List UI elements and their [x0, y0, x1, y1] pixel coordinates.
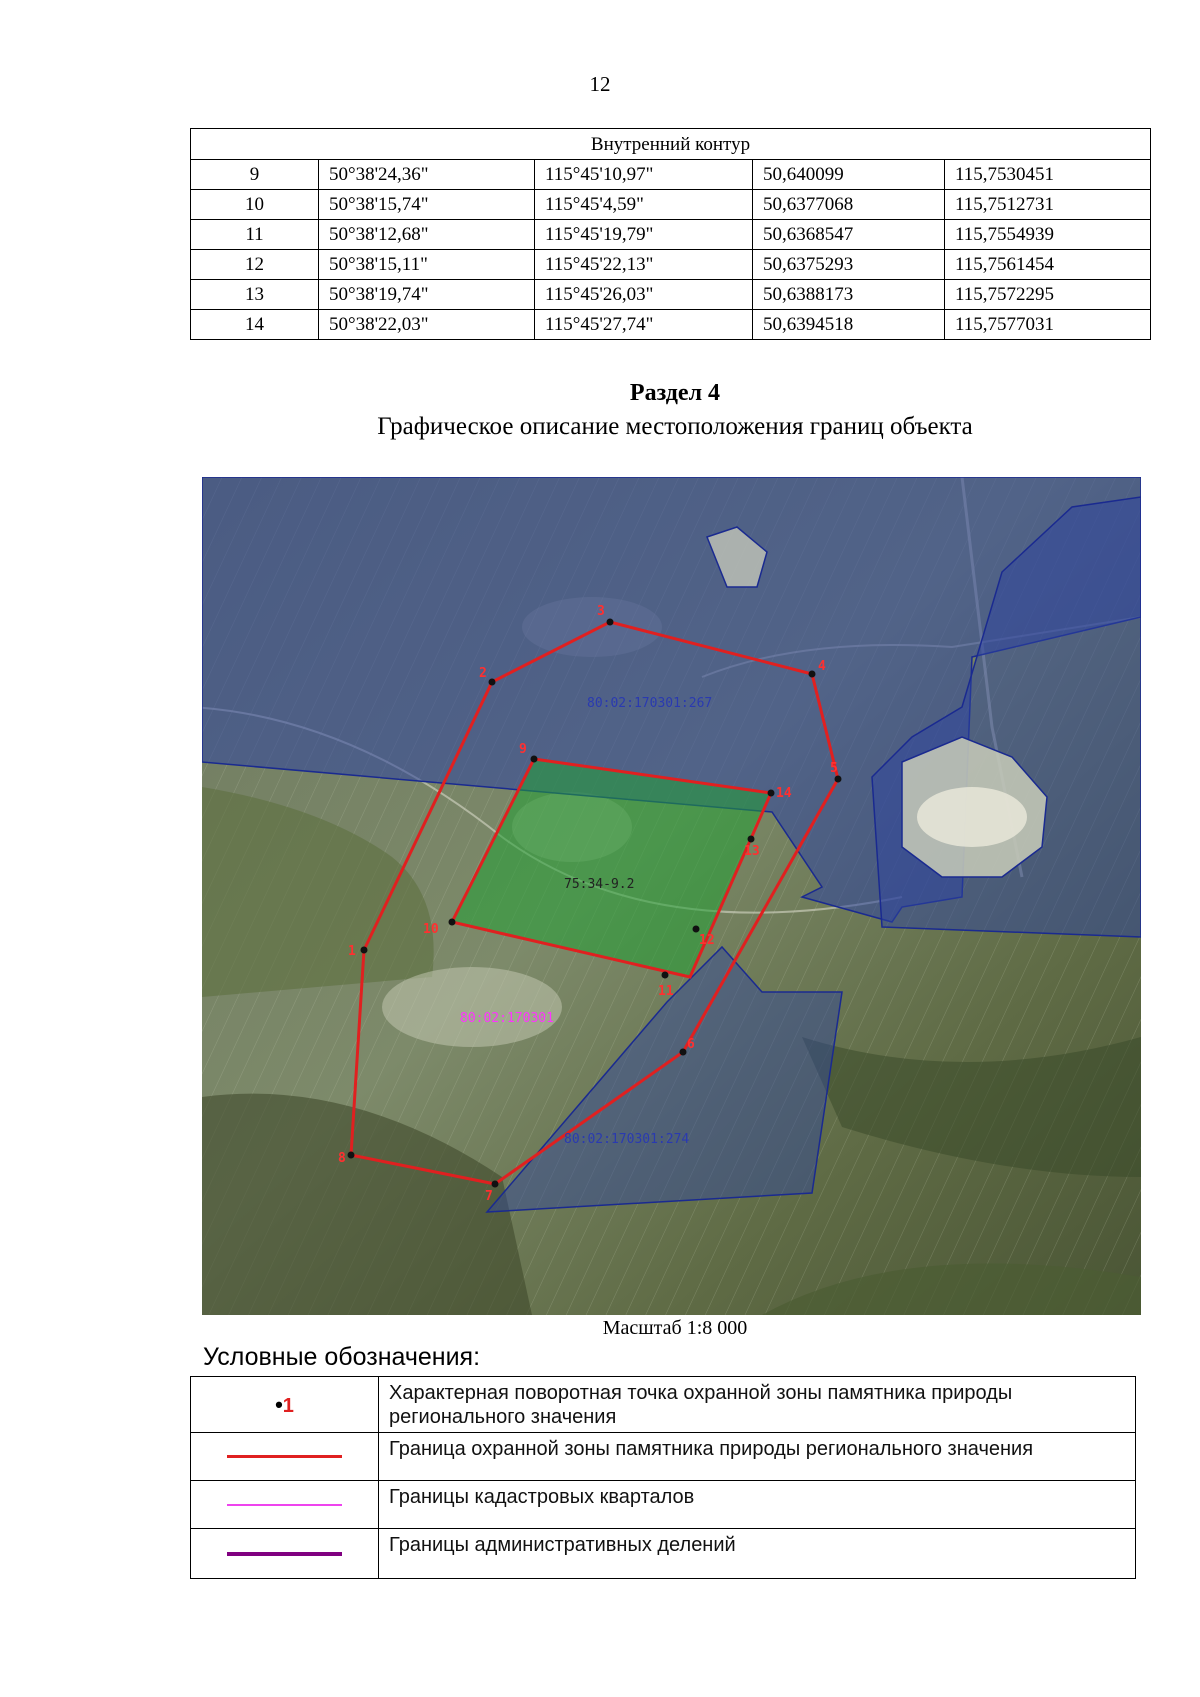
legend-row: [191, 1529, 1136, 1579]
table-row: [191, 250, 1151, 280]
section-subtitle: Графическое описание местоположения границ объекта: [377, 413, 973, 440]
point-number: 9: [191, 160, 319, 190]
longitude-decimal: 115,7572295: [945, 280, 1151, 310]
point-label-10: 10: [423, 922, 439, 937]
longitude-decimal: 115,7512731: [945, 190, 1151, 220]
point-number: 14: [191, 310, 319, 340]
point-label-9: 9: [519, 742, 527, 757]
legend-row: [191, 1433, 1136, 1481]
pink-boundary-line-icon: [227, 1504, 342, 1506]
legend-description: Характерная поворотная точка охранной зоны памятника природы регионального значения: [379, 1377, 1136, 1433]
boundary-map: [202, 477, 1141, 1315]
point-label-2: 2: [479, 666, 487, 681]
point-label-7: 7: [485, 1189, 493, 1204]
outcrop-patch: [382, 967, 562, 1047]
table-row: [191, 160, 1151, 190]
section-title: Раздел 4: [629, 380, 721, 406]
point-number: 10: [191, 190, 319, 220]
latitude-decimal: 50,640099: [753, 160, 945, 190]
point-dot-icon: •: [275, 1391, 283, 1417]
longitude-decimal: 115,7530451: [945, 160, 1151, 190]
point-label-11: 11: [658, 984, 674, 999]
legend-symbol-cell: [191, 1433, 379, 1481]
satellite-map-image: [202, 477, 1141, 1315]
legend-title: Условные обозначения:: [203, 1343, 481, 1371]
table-row: [191, 280, 1151, 310]
purple-boundary-line-icon: [227, 1552, 342, 1556]
map-scale: Масштаб 1:8 000: [602, 1317, 748, 1339]
point-number: 11: [191, 220, 319, 250]
latitude-decimal: 50,6377068: [753, 190, 945, 220]
latitude-decimal: 50,6388173: [753, 280, 945, 310]
legend-description: Границы административных делений: [379, 1529, 1136, 1579]
longitude-dms: 115°45'22,13": [535, 250, 753, 280]
turning-point-2: [489, 679, 496, 686]
turning-point-5: [835, 776, 842, 783]
latitude-decimal: 50,6375293: [753, 250, 945, 280]
coordinates-table: [190, 128, 1151, 340]
turning-point-10: [449, 919, 456, 926]
point-number: 13: [191, 280, 319, 310]
turning-point-3: [607, 619, 614, 626]
turning-point-6: [680, 1049, 687, 1056]
latitude-decimal: 50,6368547: [753, 220, 945, 250]
parcel-label-south: 80:02:170301:274: [564, 1132, 690, 1147]
longitude-decimal: 115,7577031: [945, 310, 1151, 340]
turning-point-4: [809, 671, 816, 678]
legend-description: Границы кадастровых кварталов: [379, 1481, 1136, 1529]
quarry-floor: [917, 787, 1027, 847]
turning-point-12: [693, 926, 700, 933]
point-number: 12: [191, 250, 319, 280]
point-label-3: 3: [597, 604, 605, 619]
point-label-14: 14: [776, 786, 792, 801]
latitude-dms: 50°38'12,68": [319, 220, 535, 250]
latitude-dms: 50°38'15,74": [319, 190, 535, 220]
legend-table: [190, 1376, 1136, 1579]
latitude-dms: 50°38'22,03": [319, 310, 535, 340]
turning-point-7: [492, 1181, 499, 1188]
point-label-8: 8: [338, 1151, 346, 1166]
legend-symbol-cell: [191, 1529, 379, 1579]
legend-description: Граница охранной зоны памятника природы регионального значения: [379, 1433, 1136, 1481]
longitude-dms: 115°45'27,74": [535, 310, 753, 340]
latitude-decimal: 50,6394518: [753, 310, 945, 340]
point-label-6: 6: [687, 1037, 695, 1052]
legend-row: [191, 1481, 1136, 1529]
table-row: [191, 190, 1151, 220]
legend-symbol-cell: [191, 1377, 379, 1433]
longitude-dms: 115°45'19,79": [535, 220, 753, 250]
parcel-label-north: 80:02:170301:267: [587, 696, 713, 711]
table-row: [191, 310, 1151, 340]
table-row: [191, 220, 1151, 250]
turning-point-1: [361, 947, 368, 954]
point-label-13: 13: [744, 844, 760, 859]
point-label-12: 12: [699, 933, 715, 948]
table-caption: Внутренний контур: [191, 129, 1151, 160]
longitude-dms: 115°45'26,03": [535, 280, 753, 310]
longitude-dms: 115°45'4,59": [535, 190, 753, 220]
longitude-decimal: 115,7561454: [945, 250, 1151, 280]
legend-symbol-cell: [191, 1481, 379, 1529]
longitude-decimal: 115,7554939: [945, 220, 1151, 250]
latitude-dms: 50°38'15,11": [319, 250, 535, 280]
turning-point-8: [348, 1152, 355, 1159]
turning-point-11: [662, 972, 669, 979]
turning-point-13: [748, 836, 755, 843]
point-label-1: 1: [348, 944, 356, 959]
latitude-dms: 50°38'24,36": [319, 160, 535, 190]
point-label-5: 5: [830, 761, 838, 776]
point-label-4: 4: [818, 659, 826, 674]
page-number: 12: [589, 72, 611, 96]
turning-point-symbol: [275, 1391, 294, 1417]
parcel-label-center: 75:34-9.2: [564, 877, 635, 892]
quarter-label: 80:02:170301: [460, 1011, 554, 1026]
latitude-dms: 50°38'19,74": [319, 280, 535, 310]
legend-row: [191, 1377, 1136, 1433]
turning-point-9: [531, 756, 538, 763]
turning-point-14: [768, 790, 775, 797]
table-caption-row: [191, 129, 1151, 160]
red-boundary-line-icon: [227, 1455, 342, 1458]
longitude-dms: 115°45'10,97": [535, 160, 753, 190]
point-number-symbol: 1: [282, 1394, 294, 1417]
